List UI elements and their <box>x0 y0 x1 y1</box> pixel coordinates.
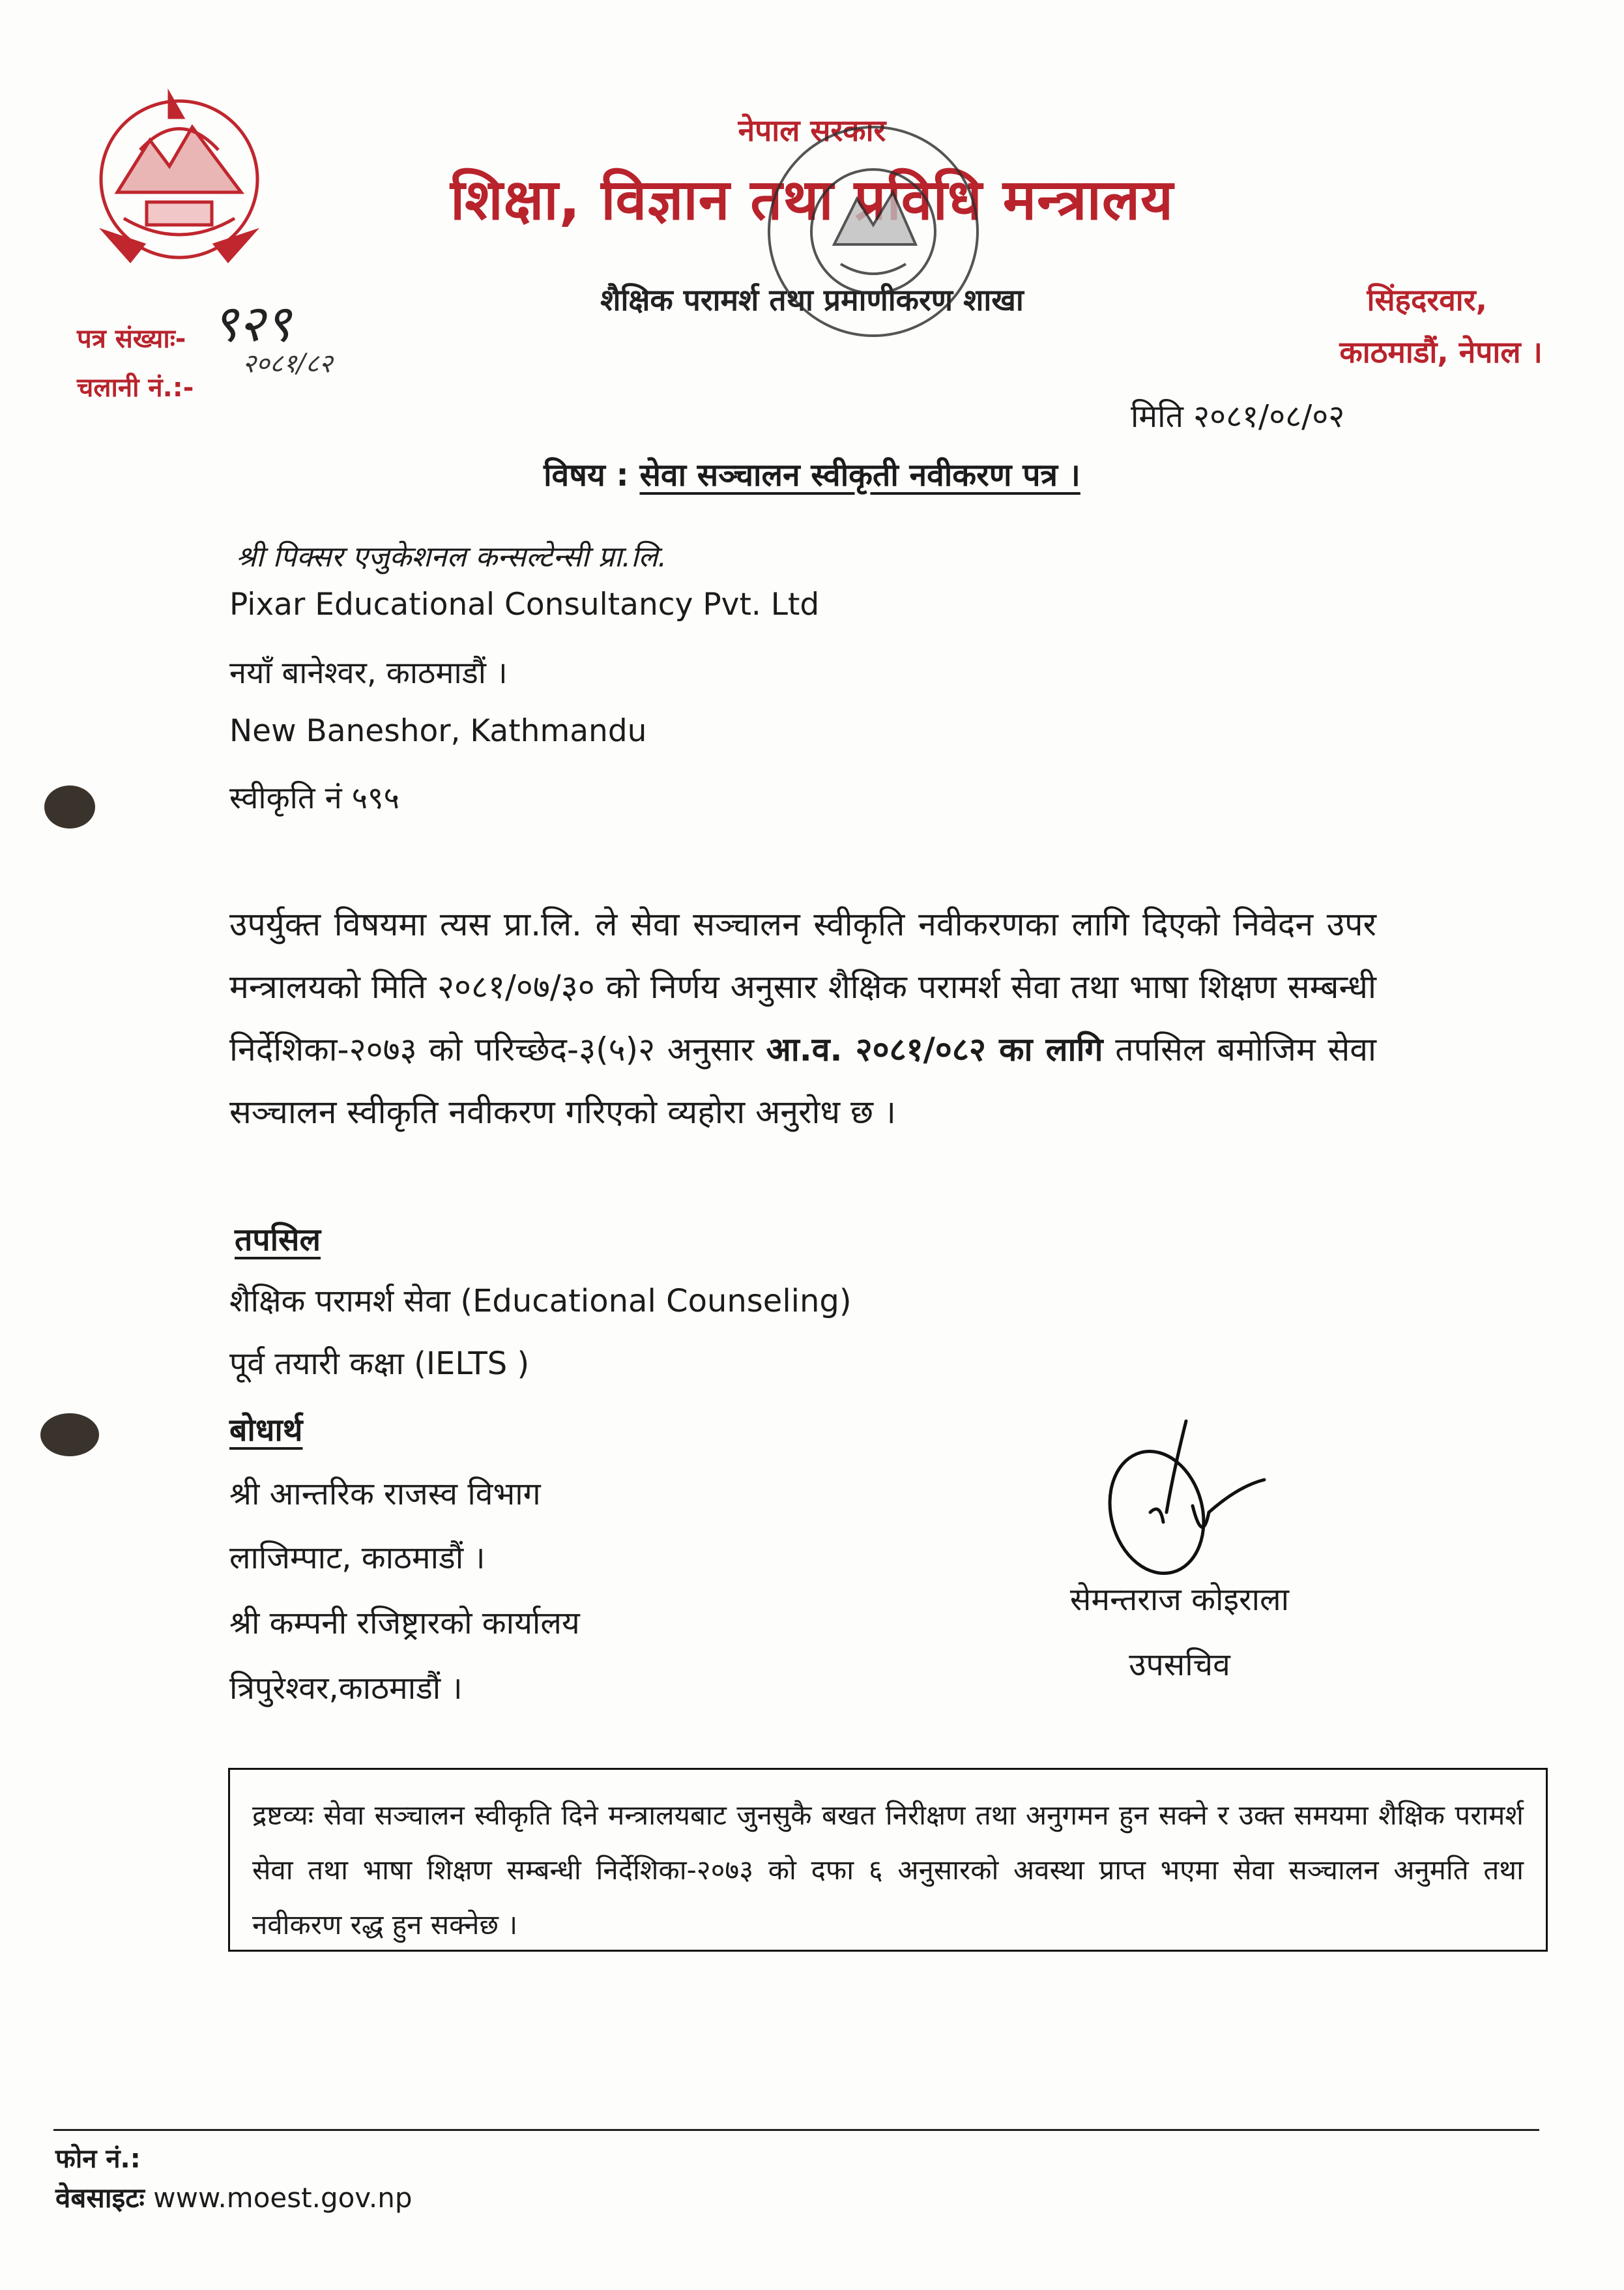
ministry-title: शिक्षा, विज्ञान तथा प्रविधि मन्त्रालय <box>450 168 1174 233</box>
phone-label: फोन नं.: <box>55 2144 141 2174</box>
cc-line: श्री आन्तरिक राजस्व विभाग <box>229 1476 541 1512</box>
cc-line: श्री कम्पनी रजिष्ट्रारको कार्यालय <box>229 1605 580 1641</box>
subject-text: सेवा सञ्चालन स्वीकृती नवीकरण पत्र । <box>639 457 1080 493</box>
signatory-title: उपसचिव <box>1129 1647 1230 1683</box>
subject-line <box>0 453 1624 495</box>
approval-number: स्वीकृति नं ५९५ <box>229 780 399 816</box>
government-title: नेपाल सरकार <box>738 113 886 148</box>
recipient-address-en: New Baneshor, Kathmandu <box>229 713 647 749</box>
body-text-part-1: उपर्युक्त विषयमा त्यस प्रा.लि. ले सेवा सञ्चालन स्वीकृति नवीकरणका लागि दिएको निवेदन उपर मन्त्रालयको मिति २०८१/०७/३० को निर्णय अनुसार शैक्षिक परामर्श सेवा तथा भाषा शिक्षण सम्बन्धी निर्देशिका-२०७३ को परिच्छेद-३(५)२ अनुसार <box>229 905 1376 1068</box>
details-item: शैक्षिक परामर्श सेवा (Educational Counseling) <box>229 1283 852 1319</box>
footer-divider <box>53 2129 1539 2131</box>
subject-label: विषय : <box>544 457 629 493</box>
cc-heading: बोधार्थ <box>229 1412 303 1448</box>
dispatch-number-label: चलानी नं.:- <box>77 373 194 403</box>
recipient-address-np: नयाँ बानेश्वर, काठमाडौं । <box>229 655 508 691</box>
body-paragraph <box>229 893 1376 1143</box>
details-heading: तपसिल <box>235 1222 321 1258</box>
letter-date: मिति २०८१/०८/०२ <box>1131 398 1345 435</box>
website-link[interactable]: www.moest.gov.np <box>153 2182 413 2214</box>
note-text: द्रष्टव्यः सेवा सञ्चालन स्वीकृति दिने मन्त्रालयबाट जुनसुकै बखत निरीक्षण तथा अनुगमन हुन सक्ने र उक्त समयमा शैक्षिक परामर्श सेवा तथा भाषा शिक्षण सम्बन्धी निर्देशिका-२०७३ को दफा ६ अनुसारको अवस्था प्राप्त भएमा सेवा सञ्चालन अनुमति तथा नवीकरण रद्ध हुन सक्नेछ । <box>252 1799 1524 1941</box>
handwritten-signature <box>1095 1415 1290 1584</box>
cc-line: त्रिपुरेश्वर,काठमाडौं । <box>229 1670 463 1707</box>
website-label: वेबसाइटः <box>55 2182 145 2214</box>
body-text-part-2: तपसिल बमोजिम सेवा सञ्चालन स्वीकृति नवीकरण गरिएको व्यहोरा अनुरोध छ । <box>229 1031 1376 1131</box>
details-item: पूर्व तयारी कक्षा (IELTS ) <box>229 1345 530 1382</box>
address-line-2: काठमाडौं, नेपाल । <box>1339 334 1543 370</box>
address-line-1: सिंहदरवार, <box>1367 282 1487 317</box>
letter-number-label: पत्र संख्याः- <box>77 324 186 354</box>
recipient-name-en: Pixar Educational Consultancy Pvt. Ltd <box>229 587 820 623</box>
official-stamp-icon <box>756 114 991 375</box>
handwritten-fiscal-year: २०८१/८२ <box>242 349 333 379</box>
signatory-name: सेमन्तराज कोइराला <box>1069 1581 1290 1618</box>
branch-title: शैक्षिक परामर्श तथा प्रमाणीकरण शाखा <box>600 282 1024 317</box>
recipient-name-np: श्री पिक्सर एजुकेशनल कन्सल्टेन्सी प्रा.लि. <box>236 540 667 574</box>
cc-line: लाजिम्पाट, काठमाडौं । <box>229 1540 486 1576</box>
punch-hole <box>44 785 95 829</box>
punch-hole <box>40 1413 99 1456</box>
website-line <box>55 2179 413 2216</box>
handwritten-letter-number: ९२९ <box>212 295 291 353</box>
note-box <box>228 1768 1548 1952</box>
body-text-bold: आ.व. २०८१/०८२ का लागि <box>766 1031 1103 1068</box>
